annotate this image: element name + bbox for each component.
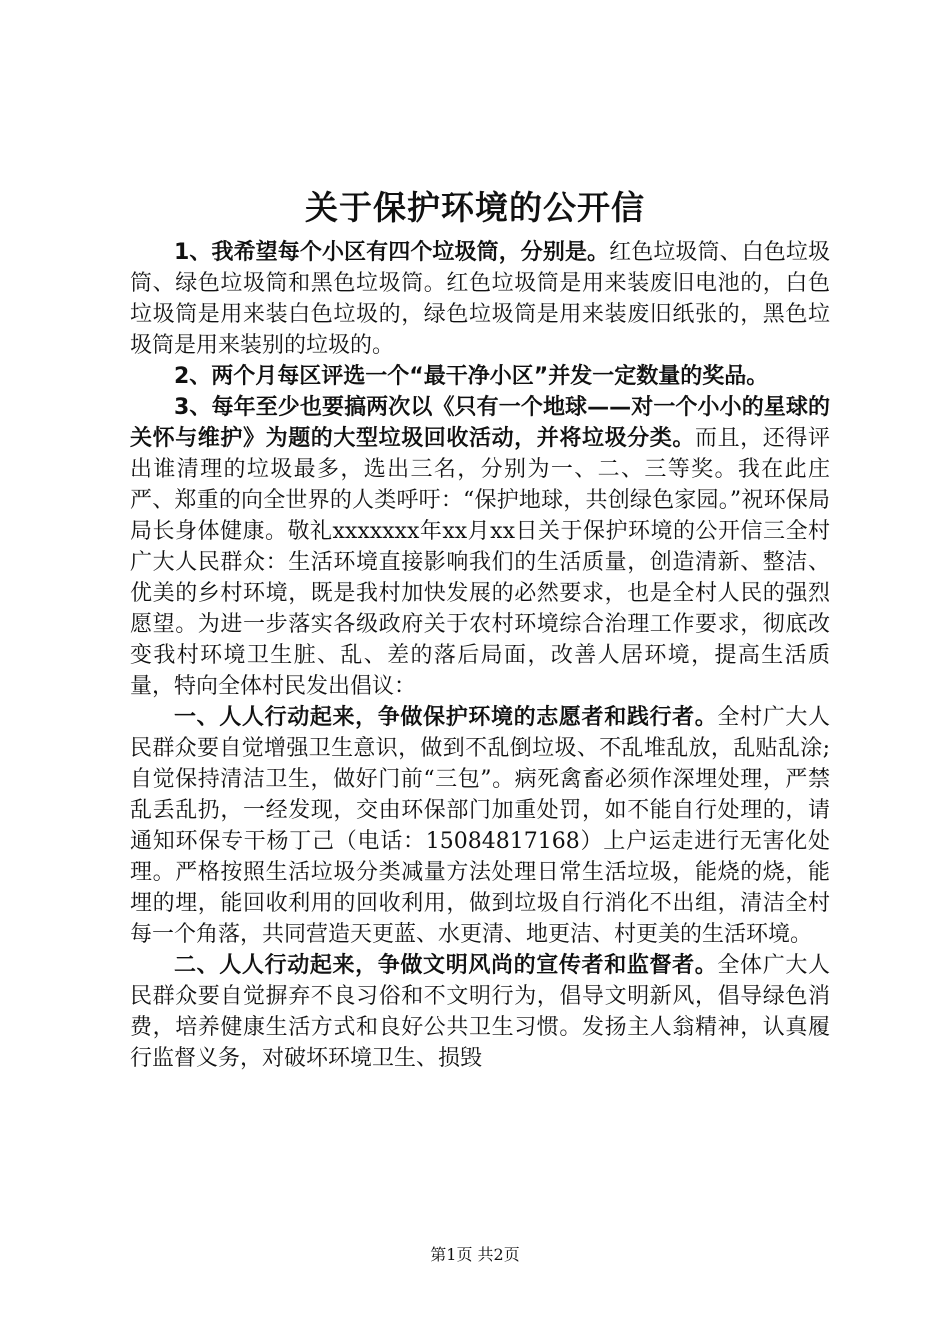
page-footer: 第1页 共2页 xyxy=(430,1245,520,1264)
paragraph-1-text: 红色垃圾筒、白色垃圾筒、绿色垃圾筒和黑色垃圾筒。红色垃圾筒是用来装废旧电池的，白色垃圾筒是用来装白色垃圾的，绿色垃圾筒是用来装废旧纸张的，黑色垃圾筒是用来装别的垃圾的。 xyxy=(130,240,830,358)
paragraph-4-text: 全村广大人民群众要自觉增强卫生意识，做到不乱倒垃圾、不乱堆乱放，乱贴乱涂;自觉保持清洁卫生，做好门前“三包”。病死禽畜必须作深埋处理，严禁乱丢乱扔，一经发现，交由环保部门加重处罚，如不能自行处理的，请通知环保专干杨丁己（电话：15084817168）上户运走进行无害化处理。严格按照生活垃圾分类减量方法处理日常生活垃圾，能烧的烧，能埋的埋，能回收利用的回收利用，做到垃圾自行消化不出组，清洁全村每一个角落，共同营造天更蓝、水更清、地更洁、村更美的生活环境。 xyxy=(130,705,830,947)
paragraph-5-lead: 二、人人行动起来，争做文明风尚的宣传者和监督者。 xyxy=(174,953,718,978)
document-body xyxy=(130,237,830,1074)
document-title: 关于保护环境的公开信 xyxy=(305,188,645,227)
paragraph-1-lead: 1、我希望每个小区有四个垃圾筒，分别是。 xyxy=(174,240,610,265)
paragraph-1 xyxy=(130,237,830,361)
paragraph-3-lead: 3、每年至少也要搞两次以《只有一个地球——对一个小小的星球的关怀与维护》为题的大型垃圾回收活动，并将垃圾分类。 xyxy=(130,395,830,451)
paragraph-4 xyxy=(130,702,830,950)
paragraph-3 xyxy=(130,392,830,702)
paragraph-4-lead: 一、人人行动起来，争做保护环境的志愿者和践行者。 xyxy=(174,705,718,730)
paragraph-2-lead: 2、两个月每区评选一个“最干净小区”并发一定数量的奖品。 xyxy=(174,364,769,389)
paragraph-3-text: 而且，还得评出谁清理的垃圾最多，选出三名，分别为一、二、三等奖。我在此庄严、郑重的向全世界的人类呼吁：“保护地球，共创绿色家园。”祝环保局局长身体健康。敬礼xxxxxxx年xx月xx日关于保护环境的公开信三全村广大人民群众：生活环境直接影响我们的生活质量，创造清新、整洁、优美的乡村环境，既是我村加快发展的必然要求，也是全村人民的强烈愿望。为进一步落实各级政府关于农村环境综合治理工作要求，彻底改变我村环境卫生脏、乱、差的落后局面，改善人居环境，提高生活质量，特向全体村民发出倡议： xyxy=(130,426,830,699)
paragraph-5 xyxy=(130,950,830,1074)
paragraph-5-text: 全体广大人民群众要自觉摒弃不良习俗和不文明行为，倡导文明新风，倡导绿色消费，培养健康生活方式和良好公共卫生习惯。发扬主人翁精神，认真履行监督义务，对破坏环境卫生、损毁 xyxy=(130,953,830,1071)
paragraph-2 xyxy=(130,361,830,392)
